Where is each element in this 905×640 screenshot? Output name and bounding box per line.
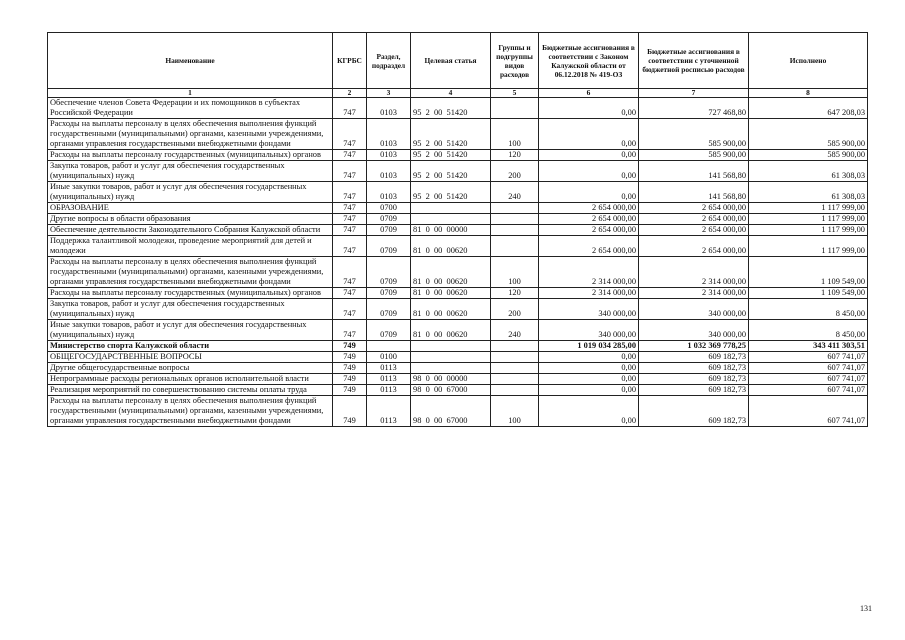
row-name: Закупка товаров, работ и услуг для обеспечения государственных (муниципальных) нужд xyxy=(48,161,333,182)
row-kgrbs: 747 xyxy=(333,119,367,150)
row-target: 81 0 00 00620 xyxy=(411,299,491,320)
row-section: 0103 xyxy=(367,150,411,161)
row-target xyxy=(411,363,491,374)
table-row xyxy=(48,396,868,427)
row-revised-budget: 340 000,00 xyxy=(639,320,749,341)
row-group: 120 xyxy=(491,150,539,161)
row-executed: 607 741,07 xyxy=(749,352,868,363)
row-law-budget: 2 314 000,00 xyxy=(539,257,639,288)
row-revised-budget: 141 568,80 xyxy=(639,161,749,182)
row-target: 95 2 00 51420 xyxy=(411,98,491,119)
column-header-kgrbs: КГРБС xyxy=(333,33,367,89)
row-section: 0103 xyxy=(367,98,411,119)
row-revised-budget: 141 568,80 xyxy=(639,182,749,203)
row-name: Министерство спорта Калужской области xyxy=(48,341,333,352)
row-group xyxy=(491,203,539,214)
row-executed: 61 308,03 xyxy=(749,182,868,203)
row-group xyxy=(491,98,539,119)
row-kgrbs: 747 xyxy=(333,182,367,203)
row-revised-budget: 2 654 000,00 xyxy=(639,214,749,225)
table-row xyxy=(48,236,868,257)
row-name: Другие общегосударственные вопросы xyxy=(48,363,333,374)
column-header-groups: Группы и подгруппы видов расходов xyxy=(491,33,539,89)
row-name: Расходы на выплаты персоналу государственных (муниципальных) органов xyxy=(48,150,333,161)
row-revised-budget: 727 468,80 xyxy=(639,98,749,119)
table-row xyxy=(48,320,868,341)
row-executed: 1 117 999,00 xyxy=(749,225,868,236)
row-revised-budget: 585 900,00 xyxy=(639,119,749,150)
row-law-budget: 2 654 000,00 xyxy=(539,214,639,225)
row-name: Иные закупки товаров, работ и услуг для обеспечения государственных (муниципальных) нужд xyxy=(48,320,333,341)
row-target: 95 2 00 51420 xyxy=(411,161,491,182)
row-section: 0103 xyxy=(367,119,411,150)
row-law-budget: 2 654 000,00 xyxy=(539,203,639,214)
column-number: 1 xyxy=(48,89,333,98)
table-row xyxy=(48,363,868,374)
row-law-budget: 2 314 000,00 xyxy=(539,288,639,299)
row-executed: 585 900,00 xyxy=(749,119,868,150)
row-law-budget: 0,00 xyxy=(539,98,639,119)
row-group xyxy=(491,225,539,236)
row-section: 0113 xyxy=(367,396,411,427)
column-number: 5 xyxy=(491,89,539,98)
table-row xyxy=(48,341,868,352)
table-row xyxy=(48,385,868,396)
row-revised-budget: 2 654 000,00 xyxy=(639,236,749,257)
row-group: 100 xyxy=(491,119,539,150)
row-section: 0709 xyxy=(367,214,411,225)
table-row xyxy=(48,203,868,214)
row-kgrbs: 747 xyxy=(333,98,367,119)
row-revised-budget: 2 654 000,00 xyxy=(639,225,749,236)
row-revised-budget: 2 314 000,00 xyxy=(639,257,749,288)
column-number: 4 xyxy=(411,89,491,98)
row-revised-budget: 340 000,00 xyxy=(639,299,749,320)
row-kgrbs: 749 xyxy=(333,352,367,363)
row-law-budget: 2 654 000,00 xyxy=(539,236,639,257)
table-row xyxy=(48,257,868,288)
column-header-section: Раздел, подраздел xyxy=(367,33,411,89)
row-target xyxy=(411,214,491,225)
row-section: 0709 xyxy=(367,236,411,257)
row-revised-budget: 2 314 000,00 xyxy=(639,288,749,299)
row-kgrbs: 749 xyxy=(333,396,367,427)
column-header-executed: Исполнено xyxy=(749,33,868,89)
table-row xyxy=(48,161,868,182)
row-group xyxy=(491,352,539,363)
row-law-budget: 0,00 xyxy=(539,352,639,363)
row-group xyxy=(491,385,539,396)
page-number: 131 xyxy=(860,604,872,613)
row-target: 95 2 00 51420 xyxy=(411,119,491,150)
row-name: Поддержка талантливой молодежи, проведение мероприятий для детей и молодежи xyxy=(48,236,333,257)
row-group xyxy=(491,363,539,374)
row-target: 98 0 00 00000 xyxy=(411,374,491,385)
row-kgrbs: 749 xyxy=(333,385,367,396)
row-revised-budget: 585 900,00 xyxy=(639,150,749,161)
row-section: 0709 xyxy=(367,257,411,288)
table-row xyxy=(48,374,868,385)
column-number: 3 xyxy=(367,89,411,98)
row-section: 0709 xyxy=(367,288,411,299)
row-kgrbs: 747 xyxy=(333,236,367,257)
row-section: 0709 xyxy=(367,225,411,236)
row-law-budget: 0,00 xyxy=(539,385,639,396)
table-body xyxy=(48,98,868,427)
row-kgrbs: 747 xyxy=(333,150,367,161)
row-name: Расходы на выплаты персоналу в целях обеспечения выполнения функций государственными (муниципальными) органами, казенными учреждениями, органами управления государственными внебюджетными фондами xyxy=(48,257,333,288)
budget-execution-table xyxy=(47,32,868,427)
row-law-budget: 0,00 xyxy=(539,161,639,182)
table-row xyxy=(48,214,868,225)
row-section: 0113 xyxy=(367,385,411,396)
row-revised-budget: 609 182,73 xyxy=(639,352,749,363)
row-executed: 1 117 999,00 xyxy=(749,203,868,214)
row-executed: 1 109 549,00 xyxy=(749,257,868,288)
row-group: 200 xyxy=(491,299,539,320)
row-group xyxy=(491,374,539,385)
column-number: 6 xyxy=(539,89,639,98)
row-section: 0113 xyxy=(367,363,411,374)
row-law-budget: 340 000,00 xyxy=(539,320,639,341)
row-name: Другие вопросы в области образования xyxy=(48,214,333,225)
row-name: Непрограммные расходы региональных органов исполнительной власти xyxy=(48,374,333,385)
row-section: 0113 xyxy=(367,374,411,385)
row-section: 0103 xyxy=(367,182,411,203)
row-kgrbs: 747 xyxy=(333,203,367,214)
column-header-law-budget: Бюджетные ассигнования в соответствии с Законом Калужской области от 06.12.2018 № 419-ОЗ xyxy=(539,33,639,89)
row-group: 200 xyxy=(491,161,539,182)
row-name: Расходы на выплаты персоналу государственных (муниципальных) органов xyxy=(48,288,333,299)
row-law-budget: 0,00 xyxy=(539,182,639,203)
row-group xyxy=(491,214,539,225)
row-kgrbs: 749 xyxy=(333,363,367,374)
table-row xyxy=(48,288,868,299)
row-kgrbs: 749 xyxy=(333,341,367,352)
row-executed: 647 208,03 xyxy=(749,98,868,119)
table-row xyxy=(48,98,868,119)
row-executed: 607 741,07 xyxy=(749,363,868,374)
column-number: 2 xyxy=(333,89,367,98)
row-law-budget: 0,00 xyxy=(539,119,639,150)
row-group: 100 xyxy=(491,257,539,288)
row-group xyxy=(491,236,539,257)
row-revised-budget: 609 182,73 xyxy=(639,374,749,385)
table-row xyxy=(48,150,868,161)
row-revised-budget: 609 182,73 xyxy=(639,363,749,374)
row-executed: 8 450,00 xyxy=(749,299,868,320)
row-target: 95 2 00 51420 xyxy=(411,182,491,203)
column-number: 7 xyxy=(639,89,749,98)
row-law-budget: 1 019 034 285,00 xyxy=(539,341,639,352)
row-executed: 1 117 999,00 xyxy=(749,236,868,257)
row-name: Расходы на выплаты персоналу в целях обеспечения выполнения функций государственными (муниципальными) органами, казенными учреждениями, органами управления государственными внебюджетными фондами xyxy=(48,396,333,427)
row-revised-budget: 1 032 369 778,25 xyxy=(639,341,749,352)
row-target: 81 0 00 00620 xyxy=(411,257,491,288)
row-law-budget: 0,00 xyxy=(539,150,639,161)
row-law-budget: 340 000,00 xyxy=(539,299,639,320)
row-target: 98 0 00 67000 xyxy=(411,396,491,427)
row-group: 240 xyxy=(491,320,539,341)
row-target: 81 0 00 00620 xyxy=(411,320,491,341)
row-section: 0100 xyxy=(367,352,411,363)
row-name: Обеспечение деятельности Законодательного Собрания Калужской области xyxy=(48,225,333,236)
row-target xyxy=(411,352,491,363)
row-executed: 61 308,03 xyxy=(749,161,868,182)
row-revised-budget: 609 182,73 xyxy=(639,396,749,427)
row-revised-budget: 609 182,73 xyxy=(639,385,749,396)
row-name: Иные закупки товаров, работ и услуг для обеспечения государственных (муниципальных) нужд xyxy=(48,182,333,203)
row-kgrbs: 747 xyxy=(333,299,367,320)
row-target: 81 0 00 00620 xyxy=(411,236,491,257)
row-executed: 607 741,07 xyxy=(749,374,868,385)
row-name: ОБРАЗОВАНИЕ xyxy=(48,203,333,214)
row-kgrbs: 747 xyxy=(333,214,367,225)
column-header-target: Целевая статья xyxy=(411,33,491,89)
column-number-row xyxy=(48,89,868,98)
table-row xyxy=(48,182,868,203)
row-law-budget: 0,00 xyxy=(539,396,639,427)
row-law-budget: 2 654 000,00 xyxy=(539,225,639,236)
table-row xyxy=(48,119,868,150)
table-header-row xyxy=(48,33,868,89)
row-section: 0709 xyxy=(367,320,411,341)
row-section: 0103 xyxy=(367,161,411,182)
row-executed: 607 741,07 xyxy=(749,396,868,427)
row-name: Расходы на выплаты персоналу в целях обеспечения выполнения функций государственными (муниципальными) органами, казенными учреждениями, органами управления государственными внебюджетными фондами xyxy=(48,119,333,150)
row-kgrbs: 747 xyxy=(333,320,367,341)
row-section: 0700 xyxy=(367,203,411,214)
row-name: Закупка товаров, работ и услуг для обеспечения государственных (муниципальных) нужд xyxy=(48,299,333,320)
column-number: 8 xyxy=(749,89,868,98)
row-section: 0709 xyxy=(367,299,411,320)
row-target: 81 0 00 00620 xyxy=(411,288,491,299)
row-name: Обеспечение членов Совета Федерации и их помощников в субъектах Российской Федерации xyxy=(48,98,333,119)
row-kgrbs: 747 xyxy=(333,288,367,299)
row-target: 81 0 00 00000 xyxy=(411,225,491,236)
row-executed: 585 900,00 xyxy=(749,150,868,161)
row-law-budget: 0,00 xyxy=(539,374,639,385)
table-row xyxy=(48,299,868,320)
row-name: ОБЩЕГОСУДАРСТВЕННЫЕ ВОПРОСЫ xyxy=(48,352,333,363)
row-executed: 1 109 549,00 xyxy=(749,288,868,299)
row-executed: 1 117 999,00 xyxy=(749,214,868,225)
row-kgrbs: 749 xyxy=(333,374,367,385)
row-executed: 607 741,07 xyxy=(749,385,868,396)
row-kgrbs: 747 xyxy=(333,225,367,236)
row-target xyxy=(411,203,491,214)
row-group xyxy=(491,341,539,352)
row-law-budget: 0,00 xyxy=(539,363,639,374)
row-section xyxy=(367,341,411,352)
row-kgrbs: 747 xyxy=(333,161,367,182)
row-revised-budget: 2 654 000,00 xyxy=(639,203,749,214)
column-header-revised-budget: Бюджетные ассигнования в соответствии с уточненной бюджетной росписью расходов xyxy=(639,33,749,89)
column-header-name: Наименование xyxy=(48,33,333,89)
row-group: 100 xyxy=(491,396,539,427)
row-executed: 8 450,00 xyxy=(749,320,868,341)
row-group: 240 xyxy=(491,182,539,203)
table-row xyxy=(48,352,868,363)
row-target: 95 2 00 51420 xyxy=(411,150,491,161)
table-row xyxy=(48,225,868,236)
row-kgrbs: 747 xyxy=(333,257,367,288)
row-group: 120 xyxy=(491,288,539,299)
row-target xyxy=(411,341,491,352)
row-executed: 343 411 303,51 xyxy=(749,341,868,352)
row-target: 98 0 00 67000 xyxy=(411,385,491,396)
row-name: Реализация мероприятий по совершенствованию системы оплаты труда xyxy=(48,385,333,396)
